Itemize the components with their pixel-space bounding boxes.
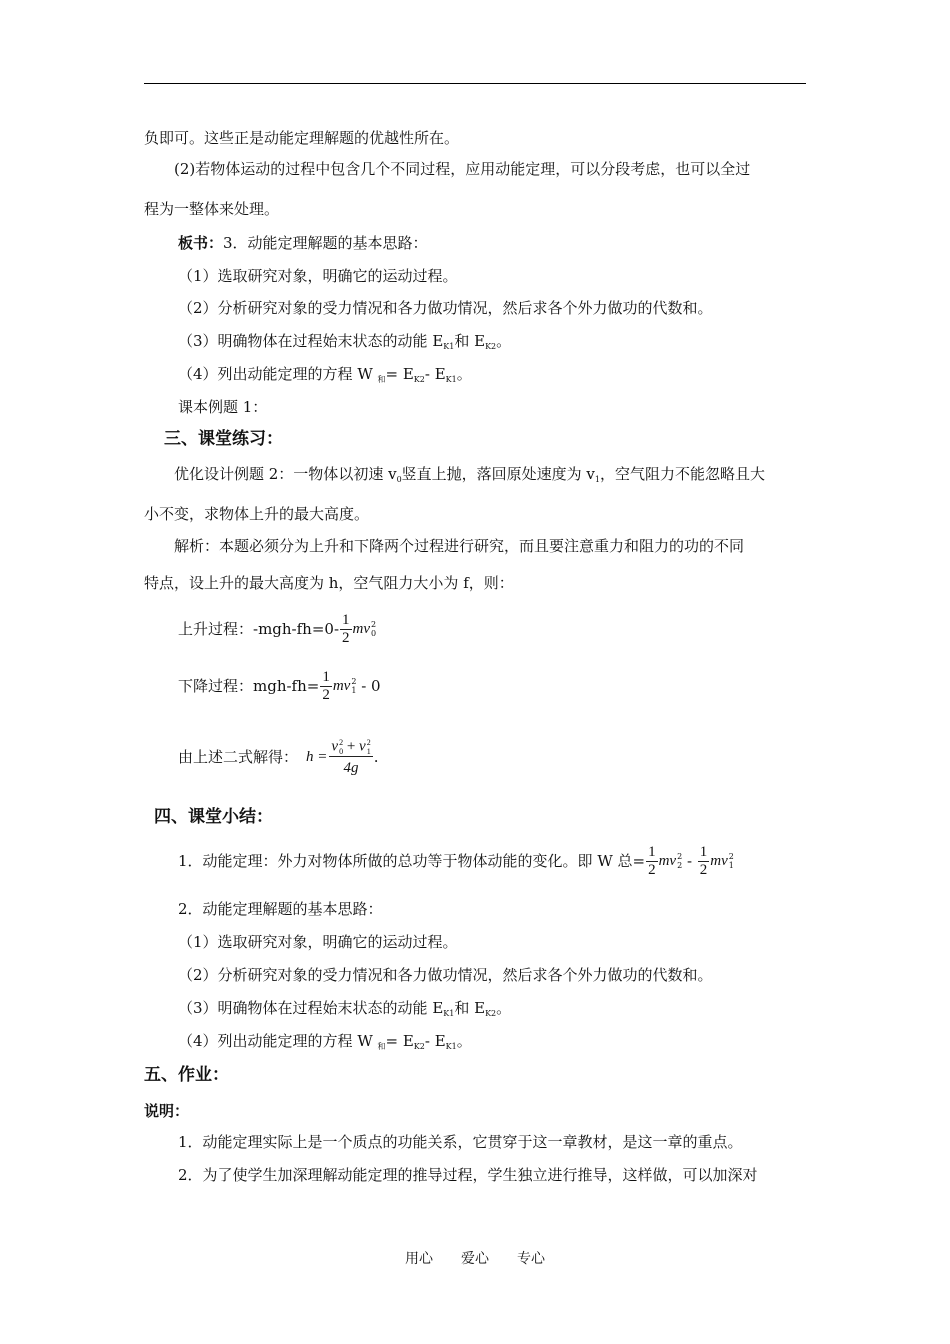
eq3-fraction [329,738,372,777]
paragraph-2a-text: (2)若物体运动的过程中包含几个不同过程，应用动能定理，可以分段考虑，也可以全过 [174,160,751,178]
recap-step-2-text: （2）分析研究对象的受力情况和各力做功情况，然后求各个外力做功的代数和。 [178,966,713,984]
note-2 [178,1165,758,1185]
summary-1-num-1: 1 [648,843,656,860]
eq3-label: 由上述二式解得： [178,748,299,766]
eq3-h: h = [306,749,328,765]
textbook-example [178,397,267,417]
recap-step-3-mid: 和 E [454,999,486,1017]
footer-word-1: 用心 [405,1251,433,1267]
eq3-dot: . [373,748,379,766]
section-3-heading [164,428,283,450]
summary-1-mv-1: mv [658,853,677,869]
recap-step-3-end: 。 [496,999,512,1017]
recap-step-1-text: （1）选取研究对象，明确它的运动过程。 [178,933,458,951]
exercise-line-1 [174,464,765,490]
step-4-he: 和 [377,375,386,384]
paragraph-1 [144,128,459,148]
eq1-den: 2 [342,629,350,646]
recap-step-4-pre: （4）列出动能定理的方程 W [178,1032,378,1050]
note-1 [178,1132,743,1152]
equation-fall [178,665,381,706]
header-rule [144,83,806,84]
recap-step-4-mid2: - E [424,1032,446,1050]
board-line [178,233,428,253]
note-label-text: 说明： [144,1102,190,1120]
eq3-v0-sup: 2 [339,737,344,747]
step-3-end: 。 [496,332,512,350]
eq1-sup: 2 [371,620,377,629]
analysis-line-2-text: 特点，设上升的最大高度为 h，空气阻力大小为 f，则： [144,574,514,592]
eq3-v1-sub: 1 [366,746,371,756]
eq2-den: 2 [322,686,330,703]
paragraph-2-line-2 [144,199,279,219]
equation-rise [178,608,376,649]
recap-step-1 [178,932,458,952]
summary-2-text: 2．动能定理解题的基本思路： [178,900,383,918]
eq2-sub: 1 [351,686,357,695]
board-label: 板书： [178,234,224,252]
section-3-heading-text: 三、课堂练习： [164,429,283,449]
step-3-k1: K1 [443,342,455,351]
section-4-heading [154,806,273,828]
note-label [144,1101,189,1121]
equation-result [178,731,378,782]
section-4-heading-text: 四、课堂小结： [154,807,273,827]
paragraph-2-line-1 [174,159,750,179]
step-4-mid1: = E [385,365,414,383]
paragraph-2b-text: 程为一整体来处理。 [144,200,280,218]
recap-step-3-k1: K1 [443,1009,455,1018]
section-5-heading-text: 五、作业： [144,1065,229,1085]
summary-1-sup-1: 2 [677,852,683,861]
step-3 [178,331,511,357]
eq3-plus: + [343,737,360,754]
eq2-tail: - 0 [356,677,381,695]
eq2-label: 下降过程：mgh-fh= [178,677,320,695]
section-5-heading [144,1064,229,1086]
board-text: 3．动能定理解题的基本思路： [223,234,428,252]
summary-1-scripts-2 [729,852,734,870]
recap-step-4 [178,1031,472,1057]
analysis-line-1-text: 解析：本题必须分为上升和下降两个过程进行研究，而且要注意重力和阻力的功的不同 [174,537,745,555]
recap-step-4-mid1: = E [385,1032,414,1050]
exercise-sub-0: 0 [396,475,402,484]
recap-step-4-end: 。 [456,1032,472,1050]
recap-step-3 [178,998,511,1024]
summary-1 [178,840,734,881]
exercise-mid: 竖直上抛，落回原处速度为 v [401,465,595,483]
summary-1-fraction-1 [646,844,658,879]
note-2-text: 2．为了使学生加深理解动能定理的推导过程，学生独立进行推导，这样做，可以加深对 [178,1166,758,1184]
eq1-label: 上升过程：-mgh-fh=0- [178,620,340,638]
step-4-pre: （4）列出动能定理的方程 W [178,365,378,383]
recap-step-3-pre: （3）明确物体在过程始末状态的动能 E [178,999,444,1017]
step-4-k2: K2 [413,375,425,384]
summary-1-den-1: 2 [648,861,656,878]
eq2-num: 1 [322,668,330,685]
step-4-k1: K1 [445,375,457,384]
eq3-numerator [329,738,372,757]
exercise-post: ，空气阻力不能忽略且大 [600,465,766,483]
step-2 [178,298,713,318]
step-1-text: （1）选取研究对象，明确它的运动过程。 [178,267,458,285]
summary-1-pre: 1．动能定理：外力对物体所做的总功等于物体动能的变化。即 W 总= [178,852,646,870]
summary-1-mv-2: mv [710,853,728,869]
eq3-v0: v [331,737,339,754]
eq2-sup: 2 [351,677,357,686]
page-footer [0,1248,950,1268]
recap-step-4-k1: K1 [445,1042,457,1051]
analysis-line-1 [174,536,744,556]
exercise-line-2 [144,504,369,524]
recap-step-3-k2: K2 [485,1009,497,1018]
eq1-fraction [340,612,352,647]
summary-1-den-2: 2 [699,861,708,878]
exercise-pre: 优化设计例题 2：一物体以初速 v [174,465,397,483]
step-4-end: 。 [456,365,472,383]
summary-1-minus: - [682,852,697,870]
summary-2 [178,899,383,919]
analysis-line-2 [144,573,514,593]
note-1-text: 1．动能定理实际上是一个质点的功能关系，它贯穿于这一章教材，是这一章的重点。 [178,1133,743,1151]
step-4 [178,364,472,390]
recap-step-4-k2: K2 [413,1042,425,1051]
recap-step-4-he: 和 [377,1042,386,1051]
step-3-k2: K2 [485,342,497,351]
eq3-v1-scripts [367,738,371,756]
eq1-mv: mv [352,621,371,637]
eq3-v1-sup: 2 [366,737,371,747]
step-4-mid2: - E [424,365,446,383]
step-2-text: （2）分析研究对象的受力情况和各力做功情况，然后求各个外力做功的代数和。 [178,299,713,317]
eq3-v1: v [359,737,366,754]
summary-1-fraction-2 [698,844,710,879]
eq1-scripts [371,620,376,638]
recap-step-2 [178,965,713,985]
eq2-fraction [320,669,332,704]
step-1 [178,266,458,286]
summary-1-sub-2: 1 [728,861,734,870]
eq3-den: 4g [343,759,359,776]
step-3-pre: （3）明确物体在过程始末状态的动能 E [178,332,444,350]
footer-word-2: 爱心 [461,1251,489,1267]
paragraph-1-text: 负即可。这些正是动能定理解题的优越性所在。 [144,129,460,147]
textbook-text: 课本例题 1： [178,398,268,416]
exercise-line-2-text: 小不变，求物体上升的最大高度。 [144,505,370,523]
eq1-sub: 0 [371,629,377,638]
summary-1-sup-2: 2 [728,852,734,861]
footer-word-3: 专心 [517,1251,545,1267]
eq2-mv: mv [332,678,351,694]
exercise-sub-1: 1 [594,475,600,484]
summary-1-sub-1: 2 [677,861,683,870]
summary-1-num-2: 1 [699,843,708,860]
eq1-num: 1 [342,611,350,628]
eq3-v0-sub: 0 [339,746,344,756]
step-3-mid: 和 E [454,332,486,350]
